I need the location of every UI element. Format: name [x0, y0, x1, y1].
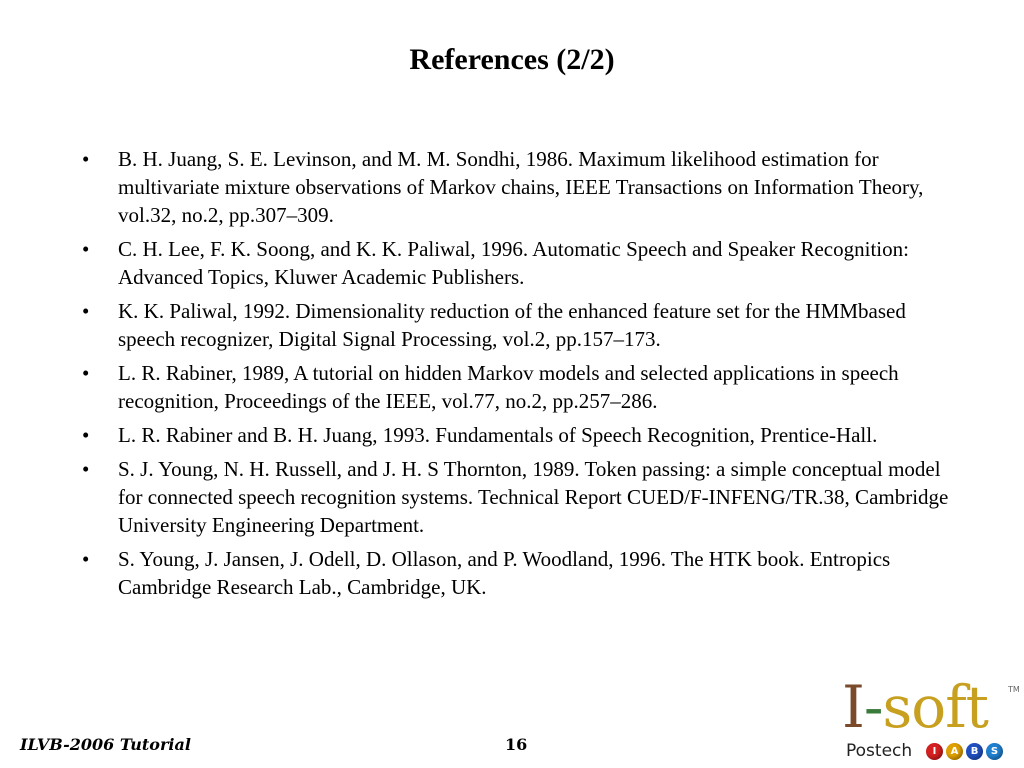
logo-subtitle: Postech — [846, 741, 913, 761]
reference-item — [80, 455, 960, 539]
reference-item — [80, 545, 960, 601]
lab-badge-b: B — [966, 743, 983, 760]
footer-title: ILVB-2006 Tutorial — [20, 735, 191, 754]
logo-main-text — [842, 673, 988, 741]
reference-text: L. R. Rabiner, 1989, A tutorial on hidden Markov models and selected applications in speech recognition, Proceedings of the IEEE, vol.77, no.2, pp.257–286. — [118, 361, 899, 413]
bullet-icon: • — [82, 299, 90, 323]
logo-dash: - — [863, 673, 883, 741]
bullet-icon: • — [82, 547, 90, 571]
logo-trademark: TM — [1008, 685, 1020, 694]
lab-badge-a: A — [946, 743, 963, 760]
reference-item — [80, 145, 960, 229]
reference-item — [80, 297, 960, 353]
reference-text: B. H. Juang, S. E. Levinson, and M. M. Sondhi, 1986. Maximum likelihood estimation for multivariate mixture observations of Markov chains, IEEE Transactions on Information Theory, vol.32, no.2, pp.307–309. — [118, 147, 924, 227]
logo-wordmark — [842, 675, 988, 739]
page-number: 16 — [505, 735, 528, 754]
bullet-icon: • — [82, 423, 90, 447]
reference-text: C. H. Lee, F. K. Soong, and K. K. Paliwal, 1996. Automatic Speech and Speaker Recognition: Advanced Topics, Kluwer Academic Publishers. — [118, 237, 909, 289]
slide-title: References (2/2) — [409, 43, 615, 76]
reference-text: S. J. Young, N. H. Russell, and J. H. S Thornton, 1989. Token passing: a simple conceptual model for connected speech recognition systems. Technical Report CUED/F-INFENG/TR.38, Cambridge University Engineering Department. — [118, 457, 949, 537]
lab-badge-i: I — [926, 743, 943, 760]
lab-badge-s: S — [986, 743, 1003, 760]
bullet-icon: • — [82, 457, 90, 481]
logo-letter-i: I — [842, 673, 864, 741]
reference-text: K. K. Paliwal, 1992. Dimensionality reduction of the enhanced feature set for the HMMbased speech recognizer, Digital Signal Processing, vol.2, pp.157–173. — [118, 299, 906, 351]
reference-item — [80, 235, 960, 291]
bullet-icon: • — [82, 361, 90, 385]
reference-text: S. Young, J. Jansen, J. Odell, D. Ollason, and P. Woodland, 1996. The HTK book. Entropics Cambridge Research Lab., Cambridge, UK. — [118, 547, 891, 599]
reference-item — [80, 421, 960, 449]
reference-list — [80, 145, 960, 607]
reference-text: L. R. Rabiner and B. H. Juang, 1993. Fundamentals of Speech Recognition, Prentice-Hall. — [118, 423, 878, 447]
isoft-logo — [842, 675, 1022, 768]
bullet-icon: • — [82, 237, 90, 261]
reference-item — [80, 359, 960, 415]
logo-soft: soft — [882, 673, 988, 741]
bullet-icon: • — [82, 147, 90, 171]
